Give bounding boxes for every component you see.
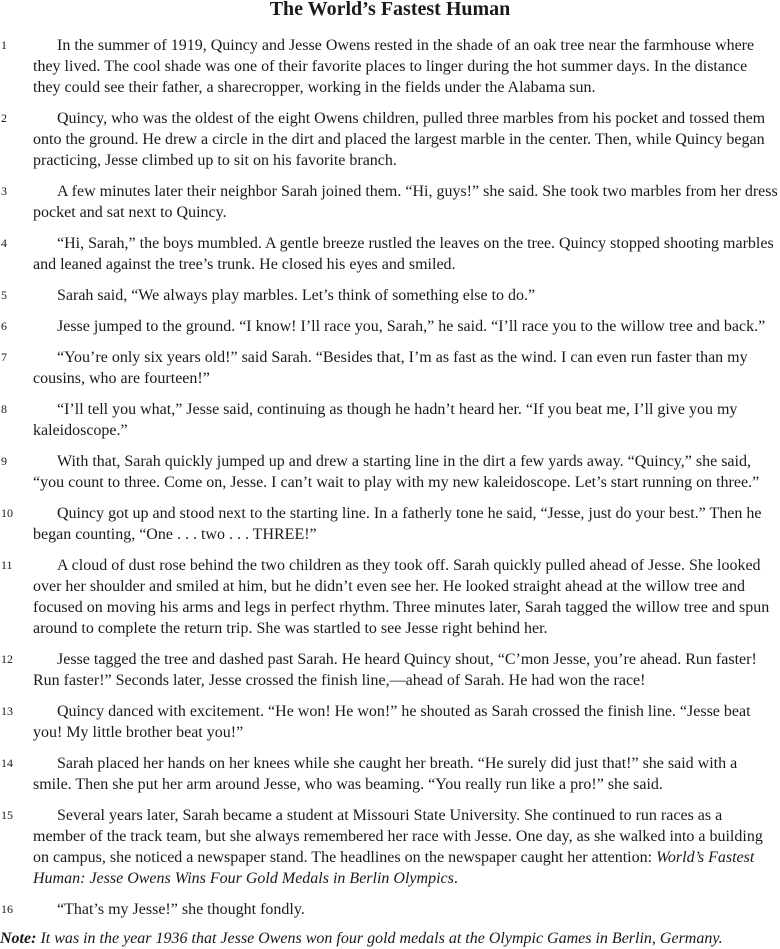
paragraph-text: In the summer of 1919, Quincy and Jesse Owens rested in the shade of an oak tree near the farmhouse where they lived. The cool shade was one of their favorite places to linger during the hot summer days. In the distance they could see their father, a sharecropper, working in the fields under the Alabama sun. (33, 37, 755, 96)
paragraph-8 (0, 399, 780, 441)
paragraph-text: Quincy got up and stood next to the starting line. In a fatherly tone he said, “Jesse, just do your best.” Then he began counting, “One . . . two . . . THREE!” (33, 505, 762, 543)
paragraph-2 (0, 108, 780, 171)
paragraph-text: A few minutes later their neighbor Sarah joined them. “Hi, guys!” she said. She took two marbles from her dress pocket and sat next to Quincy. (33, 183, 778, 221)
paragraph-text: Quincy, who was the oldest of the eight Owens children, pulled three marbles from his pocket and tossed them onto the ground. He drew a circle in the dirt and placed the largest marble in the center. Then, while Quincy began practicing, Jesse climbed up to sit on his favorite branch. (33, 110, 766, 169)
note-text: It was in the year 1936 that Jesse Owens won four gold medals at the Olympic Games in Berlin, Germany. (36, 930, 723, 947)
footnote (0, 928, 780, 949)
paragraph-text: Sarah placed her hands on her knees while she caught her breath. “He surely did just that!” she said with a smile. Then she put her arm around Jesse, who was beaming. “You really run like a pro!” she said. (33, 755, 738, 793)
paragraph-text: “I’ll tell you what,” Jesse said, continuing as though he hadn’t heard her. “If you beat me, I’ll give you my kaleidoscope.” (33, 401, 738, 439)
paragraph-text-main: Several years later, Sarah became a student at Missouri State University. She continued to run races as a member of the track team, but she always remembered her race with Jesse. One day, as she walked into a building on campus, she noticed a newspaper stand. The headlines on the newspaper caught her attention: (33, 807, 763, 866)
paragraph-text: Sarah said, “We always play marbles. Let’s think of something else to do.” (57, 287, 536, 304)
paragraph-number: 5 (1, 288, 7, 302)
paragraph-15 (0, 805, 780, 889)
paragraph-10 (0, 503, 780, 545)
story-body (0, 35, 780, 930)
paragraph-number: 15 (1, 808, 13, 822)
paragraph-number: 14 (1, 756, 13, 770)
paragraph-number: 4 (1, 236, 7, 250)
paragraph-5 (0, 285, 780, 306)
paragraph-number: 12 (1, 652, 13, 666)
paragraph-14 (0, 753, 780, 795)
paragraph-16 (0, 899, 780, 920)
paragraph-text: Jesse jumped to the ground. “I know! I’ll race you, Sarah,” he said. “I’ll race you to the willow tree and back.” (57, 318, 766, 335)
story-title: The World’s Fastest Human (269, 0, 511, 20)
paragraph-text: A cloud of dust rose behind the two children as they took off. Sarah quickly pulled ahead of Jesse. She looked over her shoulder and smiled at him, but he didn’t even see her. He looked straight ahead at the willow tree and focused on moving his arms and legs in perfect rhythm. Three minutes later, Sarah tagged the willow tree and spun around to complete the return trip. She was startled to see Jesse right behind her. (33, 557, 770, 637)
paragraph-text: Jesse tagged the tree and dashed past Sarah. He heard Quincy shout, “C’mon Jesse, you’re ahead. Run faster! Run faster!” Seconds later, Jesse crossed the finish line,—ahead of Sarah. He had won the race! (33, 651, 757, 689)
paragraph-text: “You’re only six years old!” said Sarah. “Besides that, I’m as fast as the wind. I can even run faster than my cousins, who are fourteen!” (33, 349, 748, 387)
paragraph-number: 2 (1, 111, 7, 125)
paragraph-12 (0, 649, 780, 691)
note-label: Note: (0, 930, 37, 947)
paragraph-number: 1 (1, 38, 7, 52)
paragraph-number: 11 (1, 558, 13, 572)
paragraph-9 (0, 451, 780, 493)
paragraph-text (33, 805, 778, 889)
paragraph-3 (0, 181, 780, 223)
paragraph-6 (0, 316, 780, 337)
paragraph-number: 10 (1, 506, 13, 520)
newspaper-headline: World’s Fastest Human: Jesse Owens Wins Four Gold Medals in Berlin Olympics (33, 849, 755, 887)
paragraph-number: 9 (1, 454, 7, 468)
paragraph-11 (0, 555, 780, 639)
paragraph-13 (0, 701, 780, 743)
paragraph-number: 7 (1, 350, 7, 364)
paragraph-text: “Hi, Sarah,” the boys mumbled. A gentle breeze rustled the leaves on the tree. Quincy stopped shooting marbles and leaned against the tree’s trunk. He closed his eyes and smiled. (33, 235, 774, 273)
paragraph-7 (0, 347, 780, 389)
paragraph-number: 8 (1, 402, 7, 416)
paragraph-text: Quincy danced with excitement. “He won! He won!” he shouted as Sarah crossed the finish line. “Jesse beat you! My little brother beat you!” (33, 703, 751, 741)
paragraph-text: “That’s my Jesse!” she thought fondly. (57, 901, 305, 918)
paragraph-4 (0, 233, 780, 275)
paragraph-1 (0, 35, 780, 98)
paragraph-number: 6 (1, 319, 7, 333)
paragraph-text-end: . (453, 870, 458, 887)
paragraph-number: 3 (1, 184, 7, 198)
paragraph-number: 16 (1, 902, 13, 916)
paragraph-text: With that, Sarah quickly jumped up and drew a starting line in the dirt a few yards away. “Quincy,” she said, “you count to three. Come on, Jesse. I can’t wait to play with my new kaleidoscope. Let’s start running on three.” (33, 453, 760, 491)
paragraph-number: 13 (1, 704, 13, 718)
